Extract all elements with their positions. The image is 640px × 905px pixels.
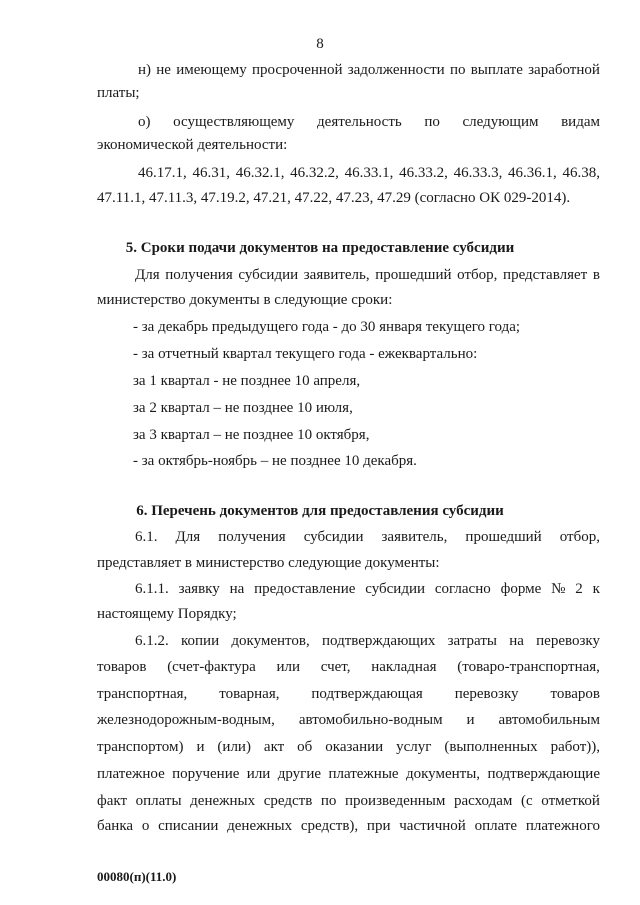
word: 46.32.1, — [235, 165, 285, 181]
paragraph-6-1-2 — [97, 711, 600, 729]
section-6-heading: 6. Перечень документов для предоставления субсидии — [136, 503, 504, 519]
word: поручение — [172, 766, 240, 782]
deadline-item: - за октябрь-ноябрь – не позднее 10 декабря. — [133, 453, 417, 469]
word: предоставление — [254, 581, 356, 597]
deadline-item: - за отчетный квартал текущего года - ежеквартально: — [133, 346, 478, 362]
word: заявитель, — [303, 267, 370, 283]
deadline-item: за 2 квартал – не позднее 10 июля, — [133, 400, 353, 416]
deadline-item: за 3 квартал – не позднее 10 октября, — [133, 427, 370, 443]
okved-codes-line: 47.11.1, 47.11.3, 47.19.2, 47.21, 47.22, 47.23, 47.29 (согласно ОК 029-2014). — [97, 190, 571, 206]
word: выплате — [470, 62, 523, 78]
deadline-item: - за декабрь предыдущего года - до 30 января текущего года; — [133, 319, 521, 335]
word: Для — [135, 267, 160, 283]
paragraph-6-1-2 — [135, 632, 600, 650]
word: получения — [218, 529, 286, 545]
word: получения — [165, 267, 233, 283]
word: на — [229, 581, 245, 597]
word: по — [320, 793, 337, 809]
deadline-item: за 1 квартал - не позднее 10 апреля, — [133, 373, 361, 389]
section-5-intro — [135, 266, 600, 284]
item-n-line: платы; — [97, 85, 140, 101]
word: перевозку — [536, 633, 600, 649]
footer-document-code: 00080(п)(11.0) — [97, 869, 177, 884]
paragraph-6-1-2 — [97, 765, 600, 783]
word: 46.32.2, — [290, 165, 339, 181]
word: заявку — [178, 581, 220, 597]
word: подтверждающих — [322, 633, 436, 649]
word: средств), — [300, 818, 359, 834]
word: 46.33.1, — [344, 165, 394, 181]
word: железнодорожным-водным, — [97, 712, 275, 728]
word: документов, — [231, 633, 310, 649]
page-number: 8 — [316, 36, 324, 52]
word: списании — [158, 818, 219, 834]
paragraph-6-1 — [135, 528, 600, 546]
word: в — [592, 267, 600, 283]
word: при — [366, 818, 391, 834]
paragraph-6-1-2 — [97, 658, 600, 676]
word: банка — [97, 818, 134, 834]
word: средств — [263, 793, 313, 809]
word: 46.38, — [562, 165, 600, 181]
word: произведенным — [345, 793, 446, 809]
word: документы, — [405, 766, 481, 782]
word: и — [466, 712, 475, 728]
word: копии — [181, 633, 220, 649]
word: по — [449, 62, 466, 78]
word: работ)), — [550, 739, 600, 755]
word: представляет — [503, 267, 588, 283]
word: отметкой — [541, 793, 600, 809]
word: или — [276, 659, 301, 675]
word: счет, — [320, 659, 351, 675]
word: или — [246, 766, 271, 782]
word: платежного — [525, 818, 600, 834]
word: Для — [175, 529, 201, 545]
word: следующим — [462, 114, 539, 130]
word: частичной — [399, 818, 466, 834]
paragraph-6-1-2 — [97, 685, 600, 703]
word: о) — [138, 114, 151, 130]
word: не — [156, 62, 171, 78]
word: затраты — [447, 633, 497, 649]
paragraph-6-1-1 — [135, 580, 600, 598]
word: 46.17.1, — [138, 165, 187, 181]
word: отбор, — [457, 267, 498, 283]
word: 46.31, — [192, 165, 230, 181]
word: 46.33.2, — [399, 165, 448, 181]
word: услуг — [396, 739, 432, 755]
word: согласно — [434, 581, 491, 597]
word: транспортная, — [97, 686, 188, 702]
word: 2 — [575, 581, 583, 597]
word: подтверждающие — [487, 766, 600, 782]
word: деятельность — [317, 114, 402, 130]
word: (или) — [217, 739, 251, 755]
word: денежных — [227, 818, 293, 834]
word: к — [592, 581, 600, 597]
paragraph-6-1-2 — [97, 817, 600, 835]
item-n-line — [138, 61, 600, 79]
word: о — [141, 818, 150, 834]
paragraph-6-1-2 — [97, 792, 600, 810]
paragraph-6-1-1: настоящему Порядку; — [97, 606, 237, 622]
word: н) — [138, 62, 152, 78]
word: товаров — [550, 686, 600, 702]
word: задолженности — [347, 62, 445, 78]
word: факт — [97, 793, 128, 809]
word: (выполненных — [444, 739, 538, 755]
word: осуществляющему — [173, 114, 295, 130]
section-5-heading: 5. Сроки подачи документов на предоставление субсидии — [125, 240, 515, 256]
word: субсидии — [365, 581, 426, 597]
word: № — [551, 581, 566, 597]
word: просроченной — [252, 62, 343, 78]
section-5-intro: министерство документы в следующие сроки: — [97, 292, 393, 308]
word: перевозку — [454, 686, 519, 702]
word: видам — [561, 114, 600, 130]
word: форме — [500, 581, 542, 597]
word: 6.1. — [135, 529, 158, 545]
word: (счет-фактура — [167, 659, 256, 675]
word: заработной — [528, 62, 600, 78]
word: прошедший — [375, 267, 452, 283]
word: имеющему — [176, 62, 247, 78]
word: платежное — [97, 766, 165, 782]
word: оказании — [325, 739, 384, 755]
word: накладная — [371, 659, 437, 675]
word: автомобильно-водным — [298, 712, 443, 728]
word: отбор, — [559, 529, 600, 545]
word: платежные — [328, 766, 399, 782]
word: оплаты — [135, 793, 182, 809]
word: субсидии — [303, 529, 364, 545]
word: 6.1.1. — [135, 581, 169, 597]
word: подтверждающая — [311, 686, 423, 702]
word: денежных — [190, 793, 256, 809]
word: другие — [277, 766, 322, 782]
word: (с — [521, 793, 533, 809]
word: товарная, — [219, 686, 280, 702]
word: об — [297, 739, 313, 755]
word: заявитель, — [381, 529, 448, 545]
word: по — [424, 114, 440, 130]
paragraph-6-1: представляет в министерство следующие документы: — [97, 555, 440, 571]
word: автомобильным — [498, 712, 600, 728]
word: на — [509, 633, 524, 649]
word: (товаро-транспортная, — [457, 659, 600, 675]
word: 46.36.1, — [508, 165, 557, 181]
word: товаров — [97, 659, 147, 675]
word: оплате — [474, 818, 518, 834]
word: 46.33.3, — [453, 165, 503, 181]
item-o-line: экономической деятельности: — [97, 137, 288, 153]
word: субсидии — [238, 267, 299, 283]
word: расходам — [454, 793, 513, 809]
word: прошедший — [465, 529, 542, 545]
word: 6.1.2. — [135, 633, 169, 649]
word: и — [196, 739, 205, 755]
item-o-line — [138, 113, 600, 131]
word: акт — [263, 739, 285, 755]
okved-codes-line — [138, 164, 600, 182]
word: транспортом) — [97, 739, 184, 755]
paragraph-6-1-2 — [97, 738, 600, 756]
